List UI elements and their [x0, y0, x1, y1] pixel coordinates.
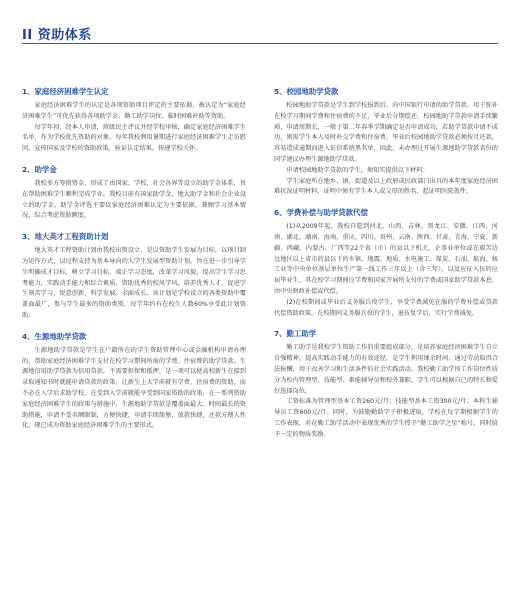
- section-1: [22, 86, 246, 155]
- right-column: [274, 86, 498, 441]
- section-7: [274, 328, 498, 440]
- paragraph: 申请校园地助学贷款的学生，须知实提供以下材料：: [286, 166, 429, 174]
- paragraph: 地大英才工程资助计划由我校出资设立，是以资助学生发展为目标，以项目制为运作方式，以过程支持为基本导向的大学生发展型资助计划。旨在进一步引导学生明确成才目标，树立学习目标，端正学习态度，改革学习风貌，提高学生学习思考能力，实践动手能力和综合素质，资助优秀的校风学风，培养优秀人才，促进学生刻苦学习，锐意创新，科学发展。全面成长。该计划是学校设立的各类资助中覆盖面最广，参与学生最多的资助类别，每学年约有在校生人数60%享受此计划资助。: [22, 247, 246, 319]
- header-divider: [22, 43, 498, 44]
- section-3: [22, 231, 246, 322]
- section-title: 7、勤工助学: [274, 329, 317, 339]
- section-title: 4、生源地助学贷款: [22, 331, 87, 341]
- section-title: 2、助学金: [22, 164, 57, 174]
- paragraph: 生源地助学贷款是学生在户籍所在的学生资助管理中心或金融机构申请办理的，帮助家庭经济困难学生支付在校学习期间所需的学费、住宿费的助学贷款。生源地信用助学贷款为信用贷款，不需要担保和抵押，是一项可以使高校新生在接到录取通知书时就能申请贷款的政策，让新生上大学前就有学费、住宿费的资助，而不必在入学后求助学校。在受到入学前就能享受到国家资助的政策，在一系列资助家庭经济困难学生的政策与措施中，生源地助学贷款是覆盖面最大、时间最长的资助措施，申请不受名额限制，方便快捷，申请手续简便，放款快捷，还款方便人性化，现已成为资助家庭经济困难学生的主要形式。: [22, 346, 246, 430]
- paragraph: 勤工助学是我校学生资助工作的重要组成部分，是培养家庭经济困难学生自立自强精神，提高实践动手能力的有效途径，是学生利用课余时间，通过劳动取得合法报酬，用于改善学习和生活条件的社会实践活动。我校勤工助学按工作岗位性质分为校内管理型、技能型、素能辅导员和校外兼职，学生可以根据自己的特长和爱好选择岗位。: [274, 344, 498, 395]
- page-header: [0, 22, 520, 46]
- section-6: [274, 207, 498, 319]
- paragraph: 我校多方筹措资金，形成了由国家、学校、社会各界等设立的助学金体系，旨在帮助困难学生顺利完成学业。我校目前有国家助学金、地大助学金和社会企业设立的助学金。助学金评选主要以家庭经济困难认定为主要依据，兼顾学习基本情况，综合考虑资助额度。: [22, 179, 246, 220]
- section-title: 3、地大英才工程资助计划: [22, 232, 109, 242]
- paragraph: 学生家庭所在地乡、镇、街道及以上政府或民政部门出具的本年度家庭经济困难状况证明材料，证明中须有学生本人或父母的姓名，起证明医院盖件。: [274, 177, 498, 196]
- paragraph: 校园地助学贷款是学生到学校报到后，向中国银行申请的助学贷款，用于弥补在校学习期间学费和住宿费的不足，毕业后分期偿还。校园地助学贷款申请手续繁琐，申请周期长，一般于第二年春季学期确定是否申请成功，若助学贷款申请不成功，则需学生本人及时补交学费和住宿费。毕业后校园地助学贷款必须按月还款，容易造成逾期而进入征信系统黑名单，因此，未办理过开展生源地助学贷款省份的同学建议办理生源地助学贷款。: [274, 102, 498, 163]
- paragraph: (2)在校期间或毕业后义务服兵役学生，享受学费减免在服的学费补偿或贷款代偿资助政策。在校期间义务服兵役的学生，退伍复学后，实行学费减免。: [274, 298, 498, 317]
- paragraph: (1)从2009年起，我校自愿到河北、山西、吉林、黑龙江、安徽、江西、河南、湖北、湖南、海南、重庆、四川、贵州、云南、陕西、甘肃、青海、宁夏、新疆、西藏、内蒙古、广西等22个省（市）的县以下机关、企事业单位或在艰苦边远地区以上省市的县以下的乡镇、地震、地质、水电施工、煤炭、石油、航海、核工业等中央单位基层单位生产第一线工作三年以上（含三年），以及应征入伍的应届毕业生，其在校学习期间应学费和国家开展所支付的学费或国家助学贷款本息，由中央财政补偿或代偿。: [274, 223, 498, 295]
- paragraph: 家庭经济困难学生的认定是各项资助项目评定的主要依据，被认定为“家庭经济困难学生”可优先获得各项助学金、勤工助学岗位、临时困难补助等资助。: [22, 102, 246, 120]
- section-title: 5、校园地助学贷款: [274, 87, 339, 96]
- section-5: [274, 86, 498, 198]
- section-4: [22, 331, 246, 432]
- paragraph: 工资标准为管理型基本工资260元/月；技能型基本工资300元/月；本科生辅导员工资600元/月。同时，为鼓励勤助学子积极进取，学校在每学期根据学生的工作表现，对在勤工助学活动中表现优秀的学生授予“勤工助学之星”称号，同时给予一定的物质奖励。: [274, 398, 498, 438]
- section-2: [22, 164, 246, 222]
- section-title: 1、家庭经济困难学生认定: [22, 87, 109, 96]
- left-column: [22, 86, 246, 432]
- paragraph: 每学年初，经本人申请，班级民主评议并经学校审核，确定家庭经济困难学生名单，作为学校优先资助的对象。每年我校利用暑期进行家庭经济困难学生走访慰问，宣传国家及学校的资助政策，验证认定结果，传递学校关怀。: [22, 123, 246, 153]
- section-title: 6、学费补偿与助学贷款代偿: [274, 208, 368, 218]
- section-header-title: II 资助体系: [22, 28, 92, 43]
